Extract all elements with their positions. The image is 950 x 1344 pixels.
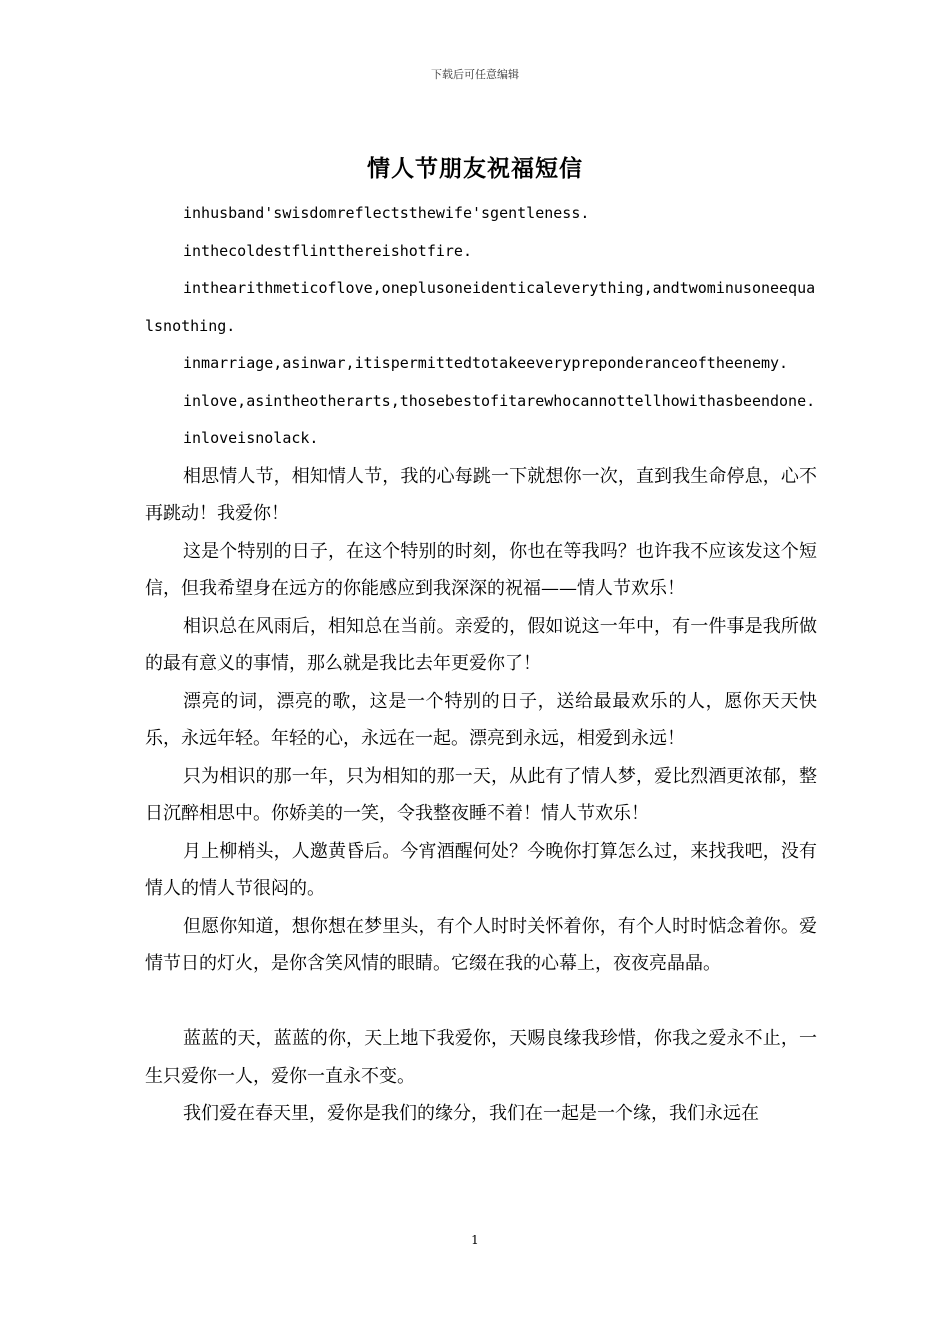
paragraph: 相识总在风雨后，相知总在当前。亲爱的，假如说这一年中，有一件事是我所做的最有意义的事情，那么就是我比去年更爱你了！ (145, 615, 817, 674)
document-title: 情人节朋友祝福短信 (367, 155, 583, 182)
paragraph: 蓝蓝的天，蓝蓝的你，天上地下我爱你，天赐良缘我珍惜，你我之爱永不止，一生只爱你一人，爱你一直永不变。 (145, 1028, 817, 1087)
paragraph: 但愿你知道，想你想在梦里头，有个人时时关怀着你，有个人时时惦念着你。爱情节日的灯火，是你含笑风情的眼睛。它缀在我的心幕上，夜夜亮晶晶。 (145, 915, 817, 974)
paragraph: inmarriage,asinwar,itispermittedtotakeeverypreponderanceoftheenemy. (183, 354, 789, 372)
paragraph: inloveisnolack. (183, 429, 319, 447)
paragraph: 我们爱在春天里，爱你是我们的缘分，我们在一起是一个缘，我们永远在 (183, 1103, 759, 1124)
page-number: 1 (471, 1233, 479, 1247)
paragraph: inlove,asintheotherarts,thosebestofitarewhocannottellhowithasbeendone. (183, 391, 816, 410)
paragraph: 漂亮的词，漂亮的歌，这是一个特别的日子，送给最最欢乐的人，愿你天天快乐，永远年轻。年轻的心，永远在一起。漂亮到永远，相爱到永远！ (145, 690, 817, 749)
paragraph: 月上柳梢头，人邀黄昏后。今宵酒醒何处？今晚你打算怎么过，来找我吧，没有情人的情人节很闷的。 (145, 840, 817, 899)
paragraph: 这是个特别的日子，在这个特别的时刻，你也在等我吗？也许我不应该发这个短信，但我希望身在远方的你能感应到我深深的祝福——情人节欢乐！ (145, 540, 817, 599)
paragraph: inthearithmeticoflove,oneplusoneidenticaleverything,andtwominusoneequalsnothing. (145, 279, 816, 335)
paragraph: inhusband'swisdomreflectsthewife'sgentleness. (183, 204, 590, 222)
blank-line (145, 983, 817, 1021)
paragraph: 只为相识的那一年，只为相知的那一天，从此有了情人梦，爱比烈酒更浓郁，整日沉醉相思中。你娇美的一笑，令我整夜睡不着！情人节欢乐！ (145, 765, 817, 824)
page-header: 下载后可任意编辑 (431, 68, 519, 81)
paragraph: 相思情人节，相知情人节，我的心每跳一下就想你一次，直到我生命停息，心不再跳动！我爱你！ (145, 465, 817, 524)
paragraph: inthecoldestflintthereishotfire. (183, 241, 472, 260)
document-body (145, 195, 817, 1133)
